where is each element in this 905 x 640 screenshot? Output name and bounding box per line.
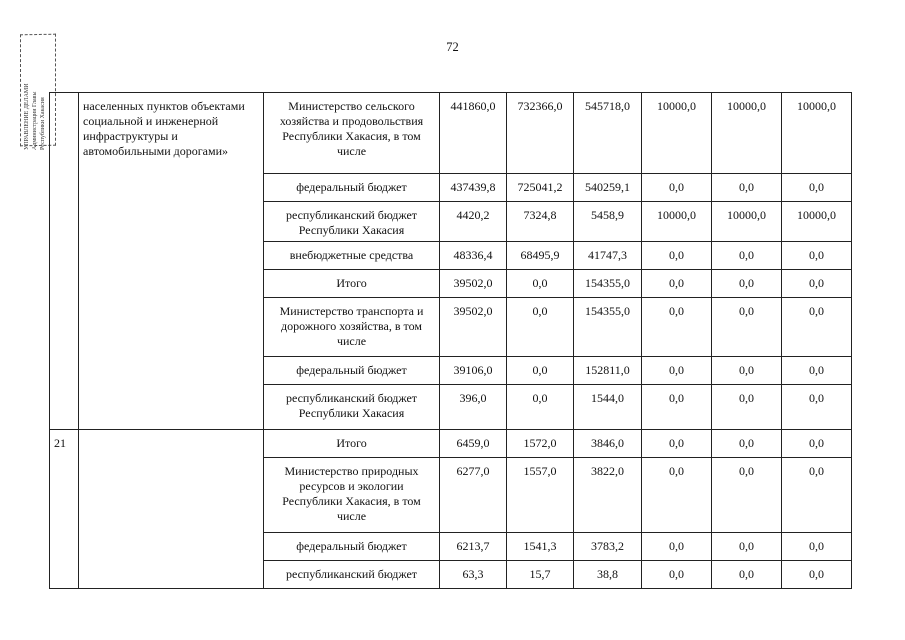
amount-cell: 6213,7: [440, 533, 507, 561]
amount-cell: 0,0: [712, 357, 782, 385]
amount-cell: 154355,0: [574, 298, 642, 357]
amount-cell: 3822,0: [574, 458, 642, 533]
amount-cell: 4420,2: [440, 202, 507, 242]
amount-cell: 0,0: [782, 357, 852, 385]
page-number: 72: [446, 40, 459, 54]
table-row: [50, 430, 852, 458]
amount-cell: 0,0: [642, 357, 712, 385]
amount-cell: 0,0: [712, 430, 782, 458]
amount-cell: 5458,9: [574, 202, 642, 242]
amount-cell: 10000,0: [782, 202, 852, 242]
amount-cell: 0,0: [712, 561, 782, 589]
funding-source-cell: федеральный бюджет: [264, 533, 440, 561]
funding-source-cell: республиканский бюджет: [264, 561, 440, 589]
amount-cell: 0,0: [782, 533, 852, 561]
amount-cell: 15,7: [507, 561, 574, 589]
amount-cell: 732366,0: [507, 93, 574, 174]
funding-source-cell: Министерство транспорта и дорожного хозяйства, в том числе: [264, 298, 440, 357]
funding-source-cell: федеральный бюджет: [264, 174, 440, 202]
amount-cell: 7324,8: [507, 202, 574, 242]
measure-name-cell: [79, 430, 264, 589]
amount-cell: 0,0: [782, 458, 852, 533]
amount-cell: 545718,0: [574, 93, 642, 174]
amount-cell: 10000,0: [642, 202, 712, 242]
amount-cell: 1541,3: [507, 533, 574, 561]
amount-cell: 725041,2: [507, 174, 574, 202]
amount-cell: 39106,0: [440, 357, 507, 385]
amount-cell: 1557,0: [507, 458, 574, 533]
amount-cell: 1572,0: [507, 430, 574, 458]
amount-cell: 0,0: [782, 242, 852, 270]
amount-cell: 0,0: [642, 270, 712, 298]
amount-cell: 0,0: [507, 357, 574, 385]
amount-cell: 0,0: [642, 298, 712, 357]
funding-source-cell: внебюджетные средства: [264, 242, 440, 270]
amount-cell: 0,0: [712, 385, 782, 430]
amount-cell: 0,0: [642, 533, 712, 561]
amount-cell: 3783,2: [574, 533, 642, 561]
amount-cell: 441860,0: [440, 93, 507, 174]
amount-cell: 0,0: [782, 270, 852, 298]
amount-cell: 39502,0: [440, 270, 507, 298]
amount-cell: 0,0: [642, 174, 712, 202]
amount-cell: 540259,1: [574, 174, 642, 202]
funding-source-cell: федеральный бюджет: [264, 357, 440, 385]
amount-cell: 0,0: [712, 533, 782, 561]
amount-cell: 0,0: [642, 561, 712, 589]
amount-cell: 0,0: [507, 298, 574, 357]
amount-cell: 10000,0: [712, 202, 782, 242]
amount-cell: 0,0: [782, 298, 852, 357]
measure-name-cell: населенных пунктов объектами социальной и инженерной инфраструктуры и автомобильными дорогами»: [79, 93, 264, 430]
amount-cell: 0,0: [782, 174, 852, 202]
row-index-cell: 21: [50, 430, 79, 589]
amount-cell: 0,0: [712, 174, 782, 202]
amount-cell: 437439,8: [440, 174, 507, 202]
amount-cell: 0,0: [782, 430, 852, 458]
funding-source-cell: Итого: [264, 270, 440, 298]
amount-cell: 1544,0: [574, 385, 642, 430]
amount-cell: 10000,0: [642, 93, 712, 174]
stamp-line: Администрации Главы: [32, 91, 38, 150]
row-index-cell: [50, 93, 79, 430]
amount-cell: 3846,0: [574, 430, 642, 458]
stamp-line: Республики Хакасия: [40, 97, 46, 150]
amount-cell: 0,0: [642, 385, 712, 430]
amount-cell: 0,0: [712, 242, 782, 270]
table-row: [50, 93, 852, 174]
funding-source-cell: республиканский бюджет Республики Хакасия: [264, 385, 440, 430]
funding-table: [49, 92, 852, 589]
amount-cell: 0,0: [712, 270, 782, 298]
amount-cell: 0,0: [712, 458, 782, 533]
funding-source-cell: Министерство природных ресурсов и экологии Республики Хакасия, в том числе: [264, 458, 440, 533]
amount-cell: 0,0: [507, 270, 574, 298]
amount-cell: 6277,0: [440, 458, 507, 533]
amount-cell: 0,0: [642, 430, 712, 458]
funding-source-cell: республиканский бюджет Республики Хакасия: [264, 202, 440, 242]
amount-cell: 152811,0: [574, 357, 642, 385]
stamp-line: УПРАВЛЕНИЕ ДЕЛАМИ: [24, 83, 30, 150]
amount-cell: 0,0: [642, 242, 712, 270]
amount-cell: 41747,3: [574, 242, 642, 270]
amount-cell: 0,0: [642, 458, 712, 533]
amount-cell: 0,0: [782, 385, 852, 430]
amount-cell: 0,0: [507, 385, 574, 430]
amount-cell: 0,0: [712, 298, 782, 357]
amount-cell: 10000,0: [712, 93, 782, 174]
amount-cell: 6459,0: [440, 430, 507, 458]
amount-cell: 68495,9: [507, 242, 574, 270]
amount-cell: 48336,4: [440, 242, 507, 270]
amount-cell: 38,8: [574, 561, 642, 589]
amount-cell: 39502,0: [440, 298, 507, 357]
amount-cell: 10000,0: [782, 93, 852, 174]
amount-cell: 396,0: [440, 385, 507, 430]
amount-cell: 0,0: [782, 561, 852, 589]
amount-cell: 154355,0: [574, 270, 642, 298]
funding-source-cell: Министерство сельского хозяйства и продовольствия Республики Хакасия, в том числе: [264, 93, 440, 174]
funding-source-cell: Итого: [264, 430, 440, 458]
amount-cell: 63,3: [440, 561, 507, 589]
